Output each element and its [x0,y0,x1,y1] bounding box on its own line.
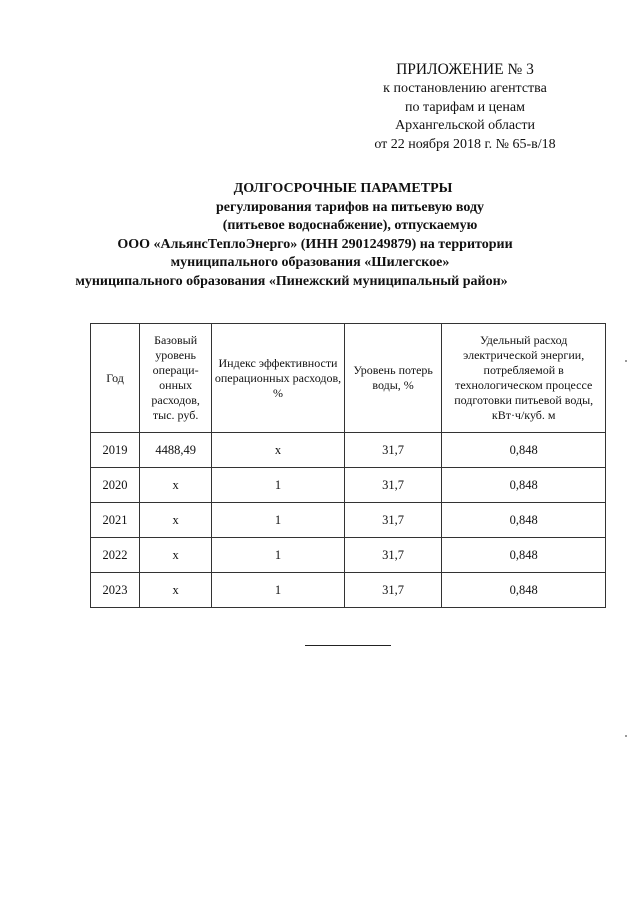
cell-loss-level: 31,7 [344,503,442,538]
appendix-date-number: от 22 ноября 2018 г. № 65-в/18 [374,136,556,152]
table-row [91,573,606,608]
scan-margin-mark [625,735,627,737]
cell-base-level: х [140,468,212,503]
appendix-reference-line: Архангельской области [395,118,535,133]
cell-base-level: 4488,49 [140,433,212,468]
cell-loss-level: 31,7 [344,468,442,503]
table-row [91,538,606,573]
header-year: Год [91,324,140,433]
cell-loss-level: 31,7 [344,433,442,468]
cell-efficiency-index: х [212,433,345,468]
table-row [91,503,606,538]
cell-loss-level: 31,7 [344,538,442,573]
cell-base-level: х [140,538,212,573]
appendix-number: ПРИЛОЖЕНИЕ № 3 [396,61,534,78]
cell-energy-consumption: 0,848 [442,573,606,608]
cell-energy-consumption: 0,848 [442,503,606,538]
title-line: муниципального образования «Пинежский муниципальный район» [75,273,508,289]
appendix-reference-line: к постановлению агентства [383,81,547,96]
header-loss-level: Уровень потерь воды, % [344,324,442,433]
appendix-block [350,60,580,154]
parameters-table [90,323,606,608]
table-row [91,433,606,468]
header-efficiency-index: Индекс эффективности операционных расходов, % [212,324,345,433]
header-energy-consumption: Удельный расход электрической энергии, потребляемой в технологическом процессе подготовки питьевой воды, кВт·ч/куб. м [442,324,606,433]
cell-efficiency-index: 1 [212,573,345,608]
title-line: муниципального образования «Шилегское» [170,255,450,270]
cell-base-level: х [140,573,212,608]
document-end-rule [305,645,391,646]
cell-loss-level: 31,7 [344,573,442,608]
scan-margin-mark [625,360,627,362]
title-line: ООО «АльянсТеплоЭнерго» (ИНН 2901249879) на территории [117,236,513,252]
table-row [91,468,606,503]
cell-energy-consumption: 0,848 [442,538,606,573]
cell-year: 2021 [91,503,140,538]
cell-efficiency-index: 1 [212,538,345,573]
table-header-row [91,324,606,433]
title-line: (питьевое водоснабжение), отпускаемую [222,218,478,233]
cell-year: 2023 [91,573,140,608]
cell-efficiency-index: 1 [212,468,345,503]
title-line: регулирования тарифов на питьевую воду [215,199,485,215]
title-line: ДОЛГОСРОЧНЫЕ ПАРАМЕТРЫ [233,181,453,196]
appendix-reference-line: по тарифам и ценам [405,99,525,115]
document-title [60,180,640,291]
cell-energy-consumption: 0,848 [442,468,606,503]
cell-year: 2020 [91,468,140,503]
cell-energy-consumption: 0,848 [442,433,606,468]
cell-efficiency-index: 1 [212,503,345,538]
cell-base-level: х [140,503,212,538]
cell-year: 2022 [91,538,140,573]
cell-year: 2019 [91,433,140,468]
header-base-level: Базовый уровень операци-онных расходов, тыс. руб. [140,324,212,433]
